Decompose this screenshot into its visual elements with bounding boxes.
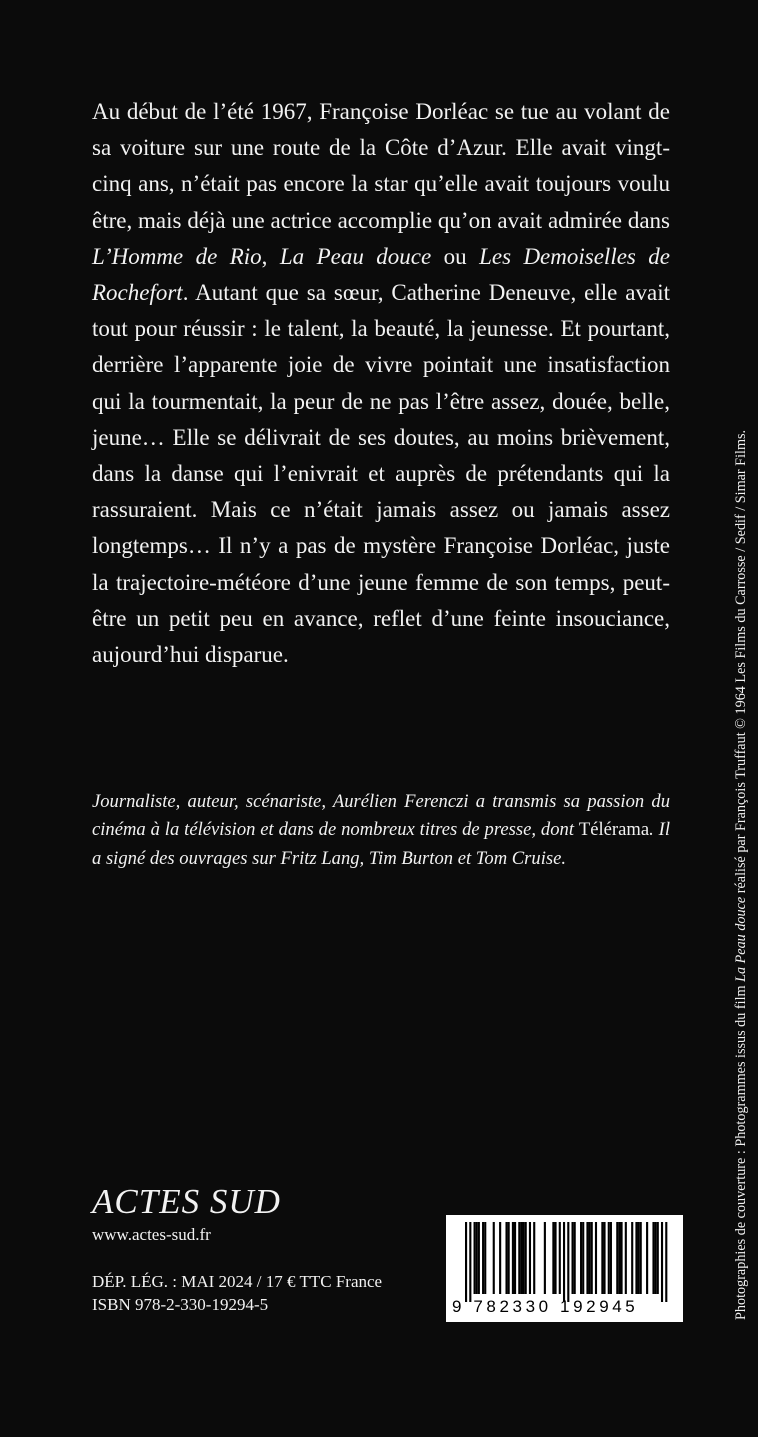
barcode [446,1215,683,1322]
barcode-bar [661,1222,663,1302]
author-bio-part-2: . Il a signé des ouvrages sur Fritz Lang, Tim Burton et Tom Cruise. [92,819,671,869]
barcode-bar [631,1222,633,1294]
barcode-digits: 9 782330 192945 [452,1297,639,1316]
barcode-bar [499,1222,501,1294]
barcode-bar [508,1222,510,1294]
barcode-bar [523,1222,525,1294]
barcode-bar [559,1222,561,1294]
barcode-bar [582,1222,584,1294]
barcode-bar [518,1222,520,1294]
barcode-bar [620,1222,622,1294]
barcode-bar [482,1222,484,1294]
barcode-bar [554,1222,556,1294]
blurb-text-part-2: . Autant que sa sœur, Catherine Deneuve, elle avait tout pour réussir : le talent, la beauté, la jeunesse. Et pourtant, derrière l’apparente joie de vivre pointait une insatisfaction qui la tourmentait, la peur de ne pas l’être assez, douée, belle, jeune… Elle se délivrait de ses doutes, au moins brièvement, dans la danse qui l’enivrait et auprès de prétendants qui la rassuraient. Mais ce n’était jamais assez ou jamais assez longtemps… Il n’y a pas de mystère Françoise Dorléac, juste la trajectoire-météore d’une jeune femme de son temps, peut-être un petit peu en avance, reflet d’une feinte insouciance, aujourd’hui disparue. [92,280,670,668]
legal-deposit: DÉP. LÉG. : MAI 2024 / 17 € TTC France [92,1272,383,1291]
barcode-bar [601,1222,603,1294]
barcode-bar [474,1222,476,1294]
legal-info [92,1270,382,1316]
barcode-bar [618,1222,620,1294]
barcode-bar [552,1222,554,1294]
barcode-bar [544,1222,546,1294]
blurb-separator-2: ou [431,243,480,269]
barcode-bar [589,1222,591,1294]
barcode-bar [572,1222,574,1294]
magazine-name: Télérama [578,819,650,841]
barcode-bar [469,1222,471,1302]
barcode-bar [655,1222,657,1294]
barcode-bar [591,1222,593,1294]
publisher-logo: ACTES SUD [92,1182,281,1221]
barcode-bar [608,1222,610,1294]
photo-credit [733,140,749,1320]
barcode-bar [478,1222,480,1294]
photo-credit-film-title: La Peau douce [733,896,749,982]
barcode-bar [638,1222,640,1294]
blurb-separator-1: , [261,243,280,269]
barcode-bar [525,1222,527,1294]
barcode-bar [493,1222,495,1294]
barcode-bar [595,1222,597,1294]
barcode-bar [567,1222,569,1302]
barcode-bar [646,1222,648,1294]
barcode-bar [512,1222,514,1294]
author-bio [92,788,670,873]
author-bio-part-1: Journaliste, auteur, scénariste, Aurélien Ferenczi a transmis sa passion du cinéma à la télévision et dans de nombreux titres de presse, dont [92,791,670,841]
blurb-paragraph [92,94,670,673]
barcode-bar [574,1222,576,1294]
publisher-website: www.actes-sud.fr [92,1225,211,1244]
barcode-bar [520,1222,522,1294]
barcode-bar [652,1222,654,1294]
film-title-homme-de-rio: L’Homme de Rio [92,243,262,269]
barcode-bar [563,1222,565,1302]
barcode-bar [476,1222,478,1294]
barcode-bar [603,1222,605,1294]
barcode-bar [616,1222,618,1294]
photo-credit-part-1: Photographies de couverture : Photogrammes issus du film [733,981,749,1320]
barcode-bar [529,1222,531,1294]
barcode-bar [533,1222,535,1294]
barcode-bar [505,1222,507,1294]
back-cover-blurb [92,94,670,673]
isbn: ISBN 978-2-330-19294-5 [92,1295,269,1314]
barcode-bar [625,1222,627,1294]
film-title-demoiselles-de-rochefort: Les Demoiselles de Rochefort [92,243,671,306]
film-title-peau-douce: La Peau douce [279,243,432,269]
barcode-bar [640,1222,642,1294]
barcode-bar [514,1222,516,1294]
barcode-bar [484,1222,486,1294]
barcode-bar [657,1222,659,1294]
blurb-text-part-1: Au début de l’été 1967, Françoise Dorléac se tue au volant de sa voiture sur une route de la Côte d’Azur. Elle avait vingt-cinq ans, n’était pas encore la star qu’elle avait toujours voulu être, mais déjà une actrice accomplie qu’on avait admirée dans [92,99,670,233]
barcode-bar [580,1222,582,1294]
author-bio-paragraph [92,788,670,873]
barcode-bar [665,1222,667,1302]
barcode-bar [610,1222,612,1294]
photo-credit-part-2: réalisé par François Truffaut © 1964 Les Films du Carrosse / Sedif / Simar Films. [733,429,749,897]
publisher-block [92,1182,281,1246]
barcode-bar [465,1222,467,1302]
barcode-bar [586,1222,588,1294]
barcode-bar [635,1222,637,1294]
